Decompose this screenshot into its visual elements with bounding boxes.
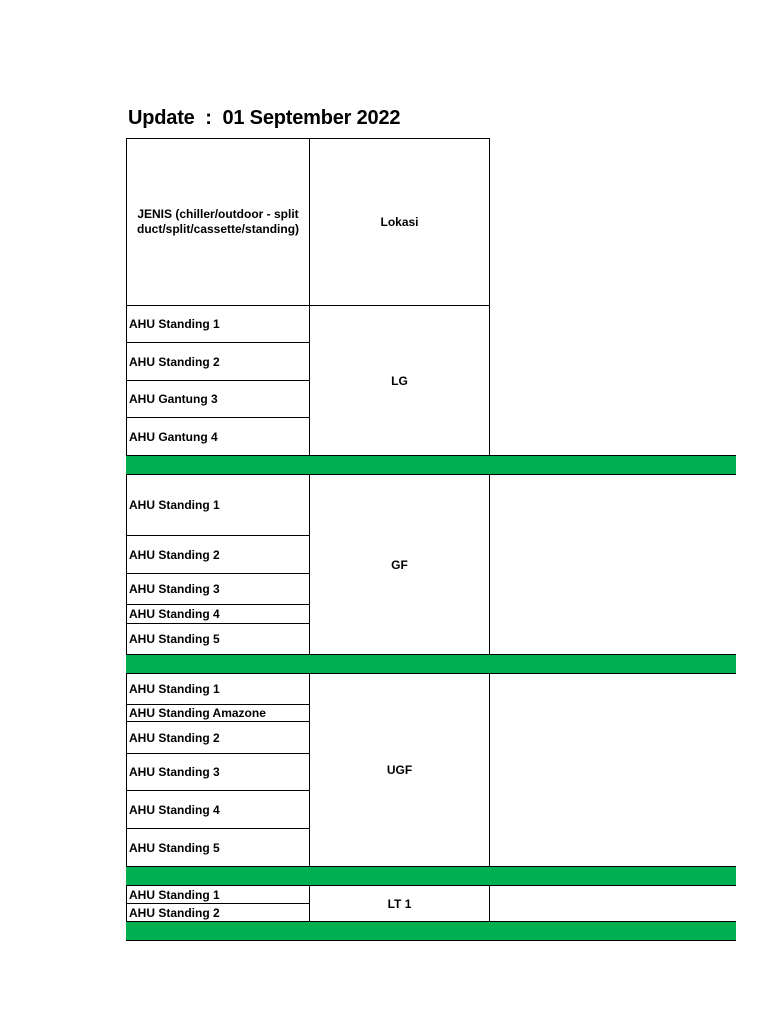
table-row: AHU Standing 4: [126, 790, 310, 829]
table-row: AHU Standing 3: [126, 753, 310, 791]
location-cell: LG: [309, 305, 490, 456]
page-title: Update : 01 September 2022: [128, 107, 401, 129]
table-row: AHU Standing 2: [126, 903, 310, 922]
location-cell: LT 1: [309, 885, 490, 922]
header-jenis: JENIS (chiller/outdoor - split duct/split/cassette/standing): [126, 138, 310, 306]
table-row: AHU Standing 2: [126, 721, 310, 754]
location-cell: UGF: [309, 673, 490, 867]
table-row: AHU Standing 1: [126, 885, 310, 904]
table-row: AHU Standing 2: [126, 342, 310, 381]
table-row: AHU Standing 1: [126, 474, 310, 536]
header-lokasi: Lokasi: [309, 138, 490, 306]
table-row: AHU Standing 2: [126, 535, 310, 574]
group-separator: [126, 921, 736, 941]
table-row: AHU Standing Amazone: [126, 704, 310, 722]
table-row: AHU Standing 1: [126, 673, 310, 705]
table-row: AHU Standing 5: [126, 828, 310, 867]
location-cell: GF: [309, 474, 490, 655]
table-row: AHU Gantung 4: [126, 417, 310, 456]
group-separator: [126, 654, 736, 674]
table-row: AHU Gantung 3: [126, 380, 310, 418]
table-row: AHU Standing 3: [126, 573, 310, 605]
table-row: AHU Standing 4: [126, 604, 310, 624]
table-row: AHU Standing 1: [126, 305, 310, 343]
group-separator: [126, 455, 736, 475]
group-separator: [126, 866, 736, 886]
table-row: AHU Standing 5: [126, 623, 310, 655]
